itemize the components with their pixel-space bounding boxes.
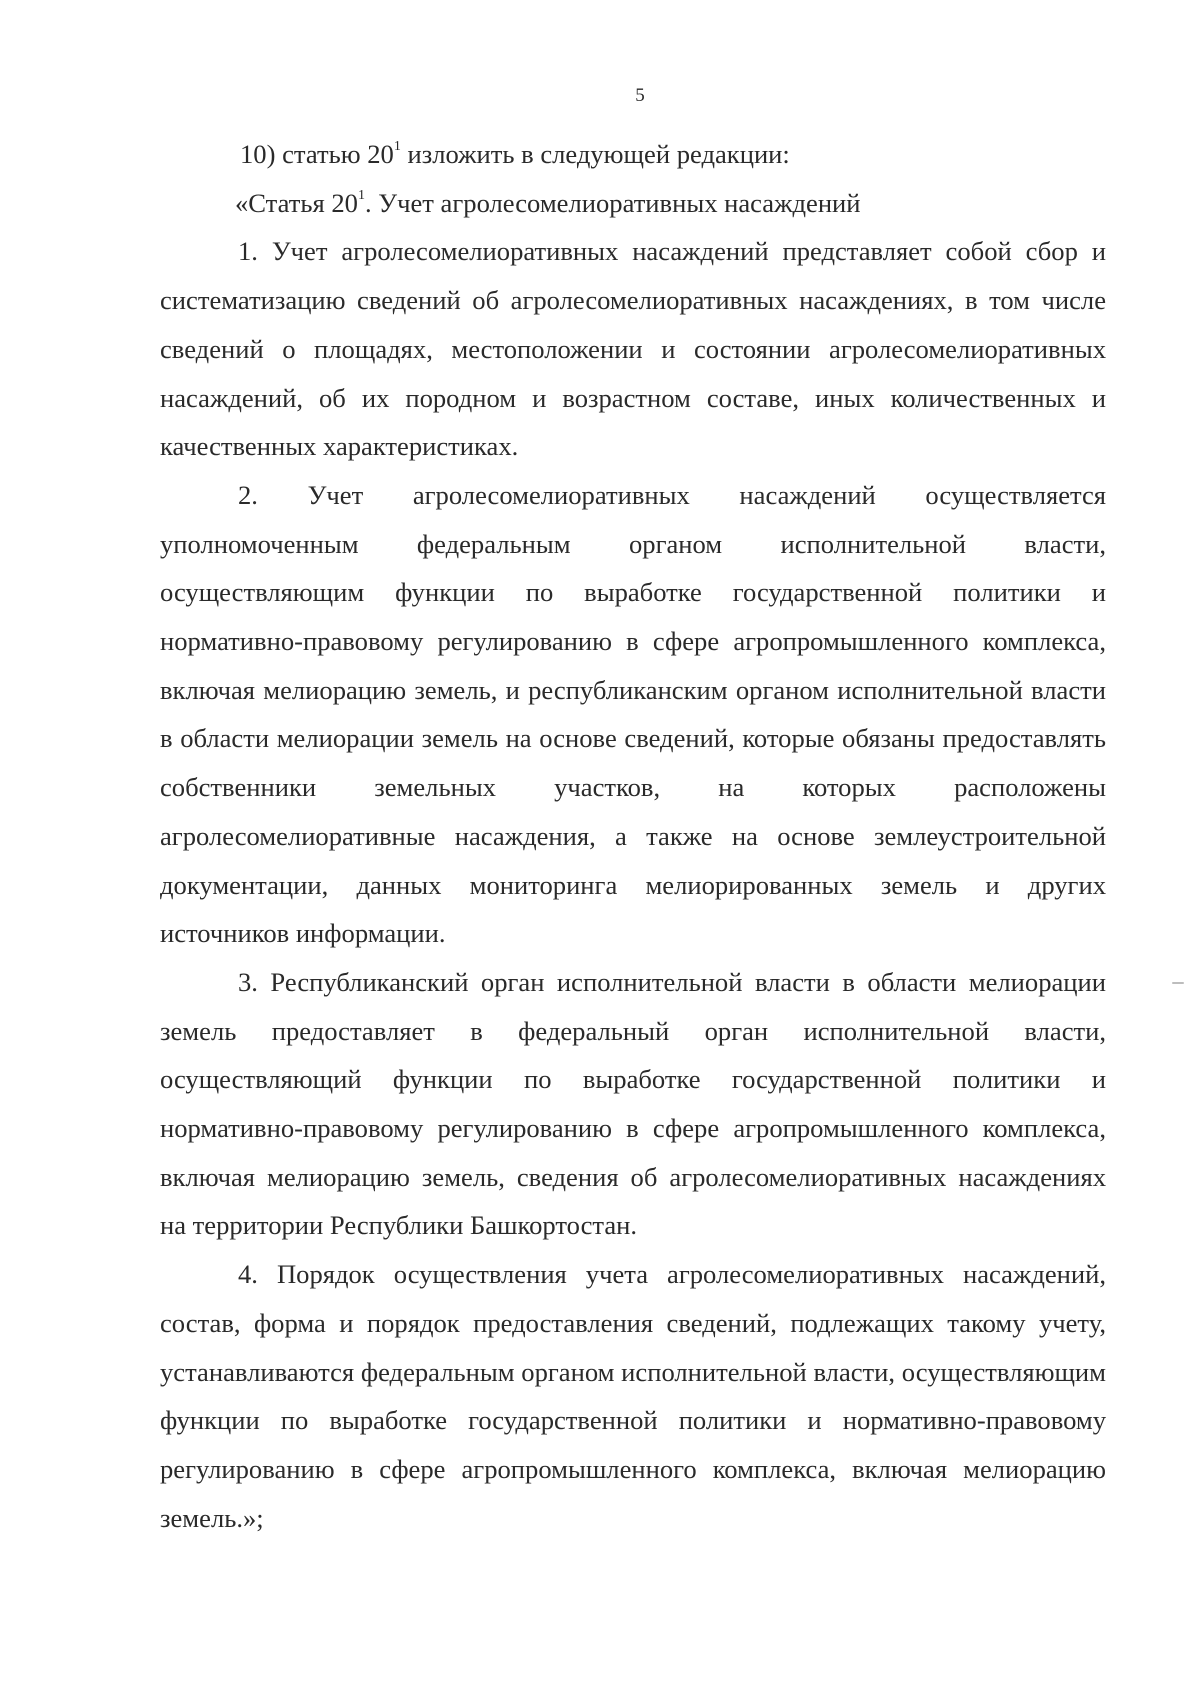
intro-prefix: 10) статью 20 — [240, 139, 394, 169]
article-paragraph-1: 1. Учет агролесомелиоративных насаждений представляет собой сбор и систематизацию сведений об агролесомелиоративных насаждениях, в том числе сведений о площадях, местоположении и состоянии агролесомелиоративных насаждений, об их породном и возрастном составе, иных количественных и качественных характеристиках. — [160, 236, 1106, 462]
intro-suffix: изложить в следующей редакции: — [400, 139, 790, 169]
article-heading — [160, 179, 1106, 228]
article-paragraph-2: 2. Учет агролесомелиоративных насаждений осуществляется уполномоченным федеральным органом исполнительной власти, осуществляющим функции по выработке государственной политики и нормативно-правовому регулированию в сфере агропромышленного комплекса, включая мелиорацию земель, и республиканским органом исполнительной власти в области мелиорации земель на основе сведений, которые обязаны предоставлять собственники земельных участков, на которых расположены агролесомелиоративные насаждения, а также на основе землеустроительной документации, данных мониторинга мелиорированных земель и других источников информации. — [160, 479, 1106, 949]
article-paragraph-4: 4. Порядок осуществления учета агролесомелиоративных насаждений, состав, форма и порядок предоставления сведений, подлежащих такому учету, устанавливаются федеральным органом исполнительной власти, осуществляющим функции по выработке государственной политики и нормативно-правовому регулированию в сфере агропромышленного комплекса, включая мелиорацию земель.»; — [160, 1259, 1106, 1533]
article-paragraph-3: 3. Республиканский орган исполнительной власти в области мелиорации земель предоставляет в федеральный орган исполнительной власти, осуществляющий функции по выработке государственной политики и нормативно-правовому регулированию в сфере агропромышленного комплекса, включая мелиорацию земель, сведения об агролесомелиоративных насаждениях на территории Республики Башкортостан. — [160, 966, 1106, 1241]
heading-superscript: 1 — [357, 187, 365, 203]
intro-superscript: 1 — [393, 139, 401, 154]
amendment-intro — [160, 130, 1106, 179]
page-number: 5 — [635, 85, 645, 106]
document-body — [160, 130, 1106, 1542]
scan-speck — [1172, 982, 1184, 984]
heading-suffix: . Учет агролесомелиоративных насаждений — [364, 187, 861, 218]
heading-prefix: «Статья 20 — [235, 187, 358, 218]
